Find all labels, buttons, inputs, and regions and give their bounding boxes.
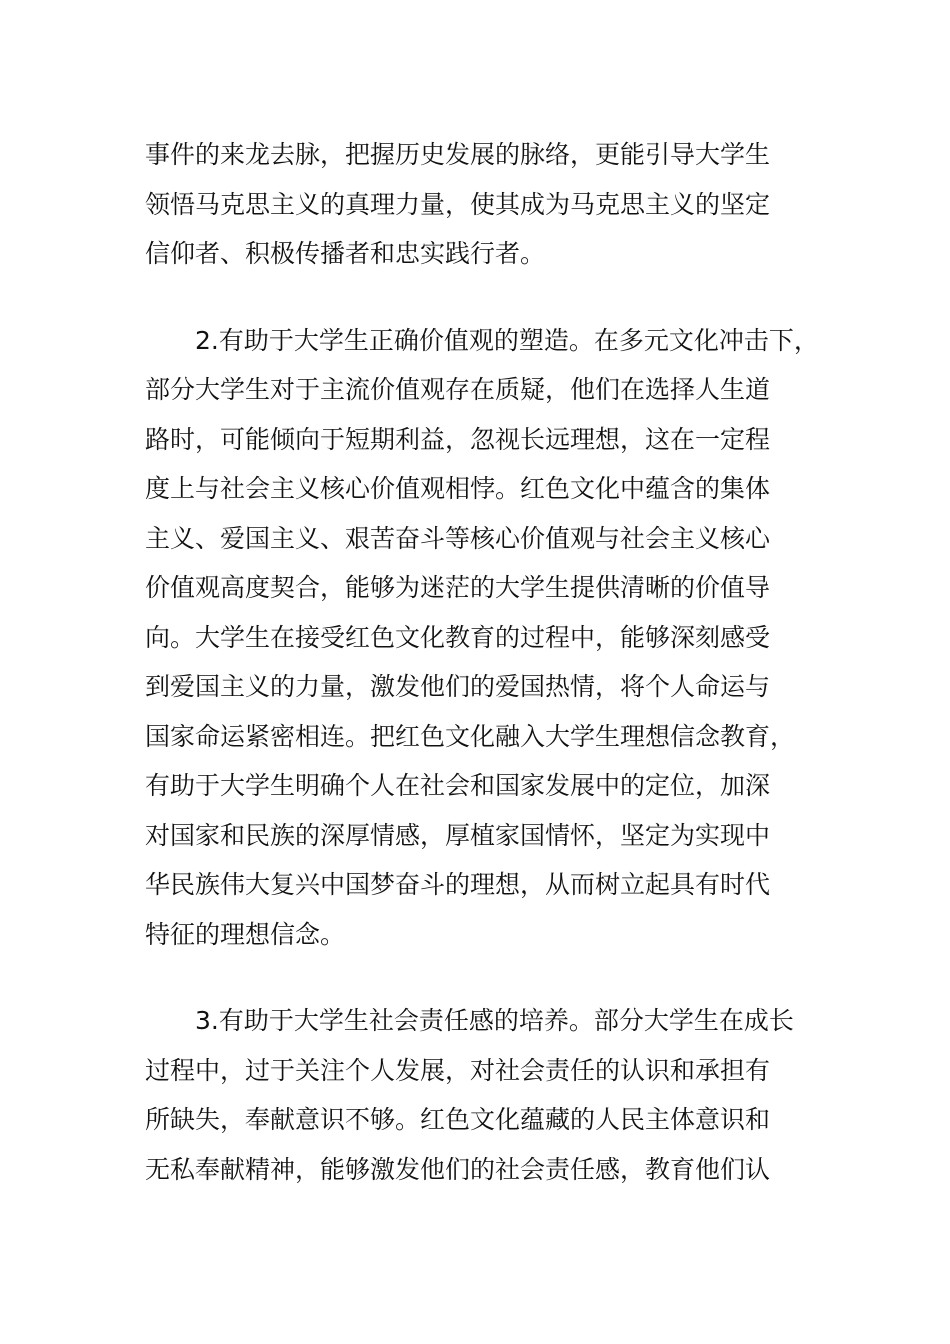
text-line: 事件的来龙去脉，把握历史发展的脉络，更能引导大学生 xyxy=(145,140,771,169)
text-line: 有助于大学生明确个人在社会和国家发展中的定位，加深 xyxy=(145,771,771,800)
text-line: 主义、爱国主义、艰苦奋斗等核心价值观与社会主义核心 xyxy=(145,523,771,553)
text-line: 过程中，过于关注个人发展，对社会责任的认识和承担有 xyxy=(145,1055,771,1085)
text-line-first: 3.有助于大学生社会责任感的培养。部分大学生在成长 xyxy=(195,1006,794,1035)
text-line: 对国家和民族的深厚情感，厚植家国情怀，坚定为实现中 xyxy=(145,820,771,850)
paragraph-spacer xyxy=(145,279,845,316)
paragraph-2 xyxy=(145,316,845,960)
text-line: 所缺失，奉献意识不够。红色文化蕴藏的人民主体意识和 xyxy=(145,1105,771,1134)
text-line: 华民族伟大复兴中国梦奋斗的理想，从而树立起具有时代 xyxy=(145,870,771,899)
text-line: 路时，可能倾向于短期利益，忽视长远理想，这在一定程 xyxy=(145,424,771,454)
text-line: 度上与社会主义核心价值观相悖。红色文化中蕴含的集体 xyxy=(145,474,771,503)
text-line: 国家命运紧密相连。把红色文化融入大学生理想信念教育， xyxy=(145,721,796,751)
text-line: 到爱国主义的力量，激发他们的爱国热情，将个人命运与 xyxy=(145,672,771,701)
document-body xyxy=(145,130,845,1194)
text-line: 领悟马克思主义的真理力量，使其成为马克思主义的坚定 xyxy=(145,189,771,219)
paragraph-3 xyxy=(145,996,845,1194)
text-line: 特征的理想信念。 xyxy=(145,919,346,949)
text-line: 信仰者、积极传播者和忠实践行者。 xyxy=(145,239,546,268)
text-line: 无私奉献精神，能够激发他们的社会责任感，教育他们认 xyxy=(145,1154,771,1184)
text-line: 部分大学生对于主流价值观存在质疑，他们在选择人生道 xyxy=(145,375,771,404)
text-line: 向。大学生在接受红色文化教育的过程中，能够深刻感受 xyxy=(145,622,771,652)
text-line: 价值观高度契合，能够为迷茫的大学生提供清晰的价值导 xyxy=(145,573,771,602)
paragraph-spacer xyxy=(145,959,845,996)
paragraph-1 xyxy=(145,130,845,279)
text-line-first: 2.有助于大学生正确价值观的塑造。在多元文化冲击下， xyxy=(195,325,819,355)
